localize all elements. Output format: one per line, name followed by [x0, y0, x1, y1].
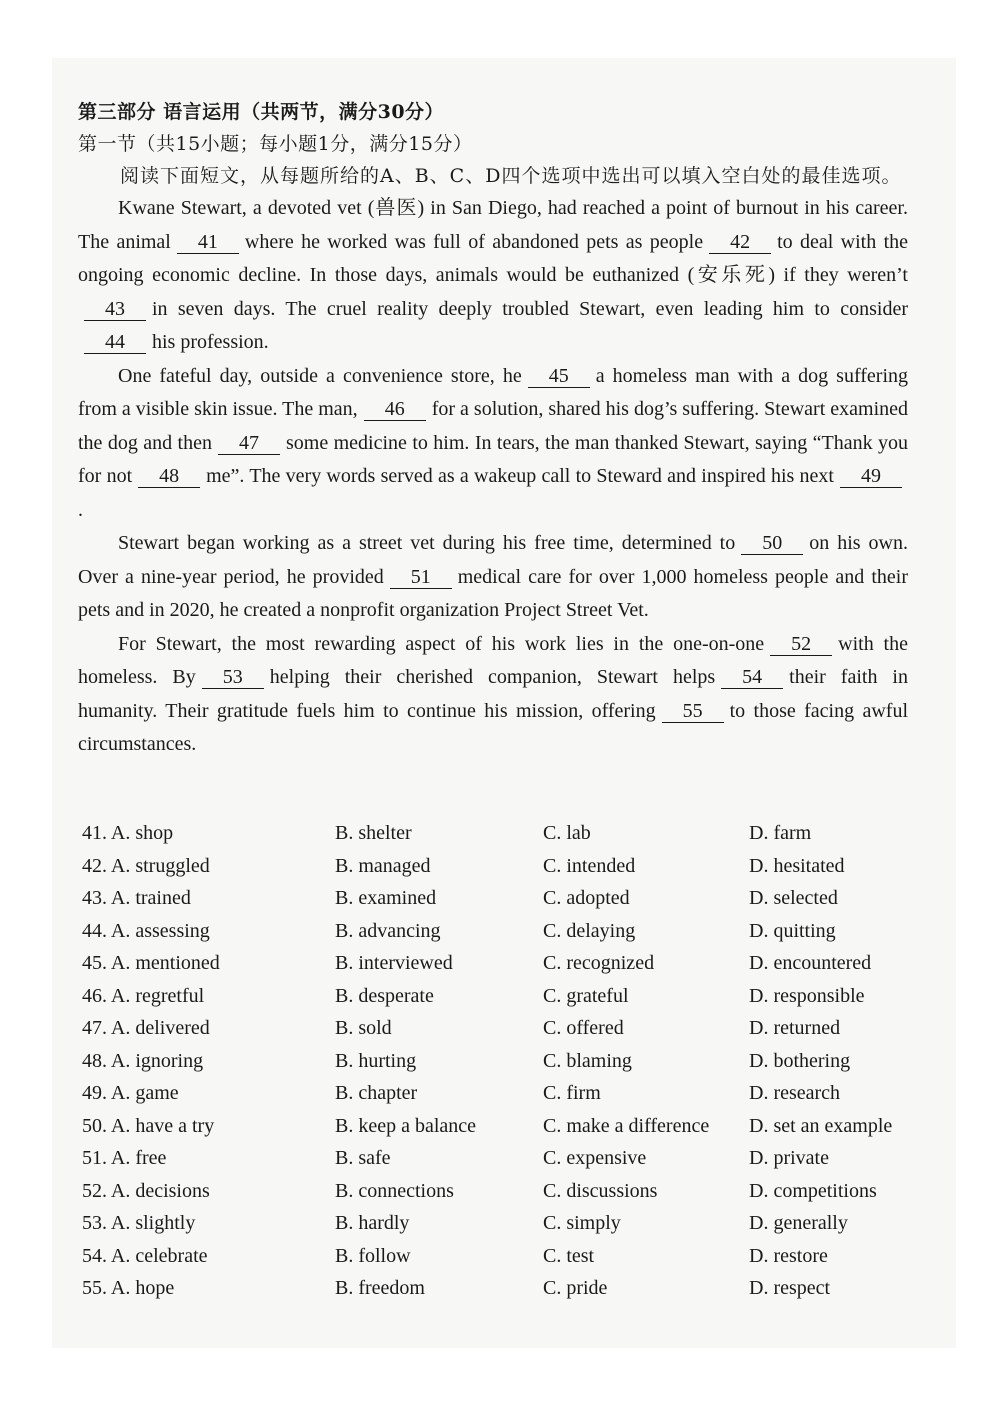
- option-b: B. managed: [335, 854, 431, 877]
- question-row: [82, 1277, 922, 1310]
- option-d: D. private: [749, 1147, 829, 1169]
- option-d: D. respect: [749, 1277, 831, 1299]
- option-d: D. returned: [749, 1017, 841, 1039]
- exam-page: [78, 96, 908, 762]
- option-c: C. lab: [543, 822, 591, 844]
- option-d: D. generally: [749, 1212, 848, 1234]
- question-row: [82, 887, 922, 920]
- option-c: C. test: [543, 1244, 595, 1267]
- option-d: D. hesitated: [749, 854, 845, 877]
- option-d: D. competitions: [749, 1179, 877, 1202]
- question-row: [82, 1147, 922, 1180]
- option-d: D. encountered: [749, 952, 872, 974]
- option-b: B. freedom: [335, 1277, 425, 1299]
- option-b: B. sold: [335, 1017, 392, 1039]
- option-a: 41. A. shop: [82, 822, 174, 844]
- question-row: [82, 985, 922, 1018]
- blank-46: 46: [364, 398, 426, 421]
- option-c: C. offered: [543, 1017, 624, 1039]
- option-b: B. hardly: [335, 1212, 410, 1234]
- option-c: C. adopted: [543, 887, 630, 909]
- passage-text: some medicine to him. In tears, the man thanked Stewart, saying “Thank you for not: [78, 431, 908, 487]
- question-row: [82, 1082, 922, 1115]
- passage-paragraph: [78, 527, 908, 628]
- blank-55: 55: [662, 700, 724, 723]
- passage-text: their faith in humanity. Their gratitude fuels him to continue his mission, offering: [78, 666, 908, 722]
- blank-50: 50: [741, 532, 803, 555]
- option-b: B. follow: [335, 1244, 411, 1267]
- blank-54: 54: [721, 666, 783, 689]
- blank-45: 45: [528, 365, 590, 388]
- question-row: [82, 1245, 922, 1278]
- option-c: C. blaming: [543, 1049, 632, 1072]
- passage-text: to deal with the ongoing economic decline. In those days, animals would be euthanized (安乐死) if they weren’t: [78, 230, 908, 286]
- passage-text: on his own. Over a nine-year period, he provided: [78, 532, 908, 588]
- question-row: [82, 1180, 922, 1213]
- instruction-text: 阅读下面短文，从每题所给的A、B、C、D四个选项中选出可以填入空白处的最佳选项。: [120, 165, 902, 187]
- option-b: B. desperate: [335, 984, 434, 1007]
- blank-51: 51: [390, 566, 452, 589]
- cloze-passage: [78, 192, 908, 762]
- option-a: 45. A. mentioned: [82, 952, 220, 974]
- option-c: C. grateful: [543, 984, 629, 1007]
- question-row: [82, 920, 922, 953]
- option-d: D. quitting: [749, 919, 836, 942]
- option-c: C. firm: [543, 1082, 601, 1104]
- passage-text: for a solution, shared his dog’s suffering. Stewart examined the dog and then: [78, 398, 909, 454]
- passage-text: .: [78, 498, 83, 521]
- answer-options: [82, 822, 922, 1310]
- passage-paragraph: [78, 360, 908, 528]
- option-b: B. advancing: [335, 919, 441, 942]
- option-c: C. pride: [543, 1277, 608, 1299]
- option-d: D. selected: [749, 887, 838, 909]
- blank-41: 41: [177, 231, 239, 254]
- option-c: C. simply: [543, 1212, 621, 1234]
- option-a: 55. A. hope: [82, 1277, 175, 1299]
- blank-53: 53: [202, 666, 264, 689]
- passage-paragraph: [78, 628, 908, 762]
- option-d: D. set an example: [749, 1114, 893, 1137]
- option-c: C. delaying: [543, 919, 636, 942]
- question-row: [82, 952, 922, 985]
- passage-text: to those facing awful circumstances.: [78, 699, 909, 755]
- option-a: 51. A. free: [82, 1147, 167, 1169]
- blank-42: 42: [709, 231, 771, 254]
- passage-text: For Stewart, the most rewarding aspect of his work lies in the one-on-one: [118, 632, 765, 655]
- option-d: D. bothering: [749, 1049, 851, 1072]
- passage-text: helping their cherished companion, Stewart helps: [269, 666, 716, 688]
- option-d: D. responsible: [749, 984, 865, 1007]
- option-c: C. intended: [543, 854, 636, 877]
- question-row: [82, 1212, 922, 1245]
- option-b: B. hurting: [335, 1049, 417, 1072]
- passage-paragraph: [78, 192, 908, 360]
- option-a: 46. A. regretful: [82, 984, 205, 1007]
- option-a: 50. A. have a try: [82, 1114, 215, 1137]
- option-d: D. restore: [749, 1244, 828, 1267]
- passage-text: a homeless man with a dog suffering from a visible skin issue. The man,: [78, 364, 909, 420]
- passage-text: where he worked was full of abandoned pets as people: [244, 230, 704, 253]
- subsection-title: 第一节（共15小题；每小题1分，满分15分）: [78, 133, 473, 155]
- option-a: 54. A. celebrate: [82, 1244, 208, 1267]
- option-a: 42. A. struggled: [82, 854, 210, 877]
- blank-43: 43: [84, 298, 146, 321]
- option-c: C. expensive: [543, 1147, 647, 1169]
- option-a: 49. A. game: [82, 1082, 179, 1104]
- passage-text: Kwane Stewart, a devoted vet (兽医) in San Diego, had reached a point of burnout in his career. The animal: [78, 197, 908, 253]
- option-a: 48. A. ignoring: [82, 1049, 204, 1072]
- blank-44: 44: [84, 331, 146, 354]
- option-b: B. safe: [335, 1147, 391, 1169]
- question-row: [82, 1017, 922, 1050]
- option-c: C. make a difference: [543, 1114, 710, 1137]
- option-b: B. shelter: [335, 822, 412, 844]
- option-a: 44. A. assessing: [82, 919, 210, 942]
- passage-text: his profession.: [152, 331, 269, 353]
- option-a: 53. A. slightly: [82, 1212, 196, 1234]
- passage-text: Stewart began working as a street vet during his free time, determined to: [118, 532, 736, 554]
- question-row: [82, 855, 922, 888]
- section-title: 第三部分 语言运用（共两节，满分30分）: [78, 101, 445, 123]
- option-b: B. examined: [335, 887, 437, 909]
- passage-text: One fateful day, outside a convenience store, he: [118, 364, 522, 387]
- option-b: B. connections: [335, 1179, 454, 1202]
- passage-text: in seven days. The cruel reality deeply troubled Stewart, even leading him to consider: [152, 297, 908, 320]
- passage-text: with the homeless. By: [78, 632, 908, 688]
- option-d: D. research: [749, 1082, 841, 1104]
- passage-text: medical care for over 1,000 homeless people and their pets and in 2020, he created a nonprofit organization Project Street Vet.: [78, 565, 908, 621]
- question-row: [82, 822, 922, 855]
- option-c: C. discussions: [543, 1179, 658, 1202]
- option-a: 52. A. decisions: [82, 1179, 210, 1202]
- blank-47: 47: [218, 432, 280, 455]
- passage-text: me”. The very words served as a wakeup call to Steward and inspired his next: [206, 465, 834, 487]
- blank-48: 48: [138, 465, 200, 488]
- option-a: 47. A. delivered: [82, 1017, 210, 1039]
- blank-52: 52: [770, 633, 832, 656]
- option-b: B. interviewed: [335, 952, 453, 974]
- option-a: 43. A. trained: [82, 887, 191, 909]
- blank-49: 49: [840, 465, 902, 488]
- question-row: [82, 1115, 922, 1148]
- option-b: B. keep a balance: [335, 1114, 477, 1137]
- question-row: [82, 1050, 922, 1083]
- option-b: B. chapter: [335, 1082, 418, 1104]
- option-d: D. farm: [749, 822, 812, 844]
- option-c: C. recognized: [543, 952, 655, 974]
